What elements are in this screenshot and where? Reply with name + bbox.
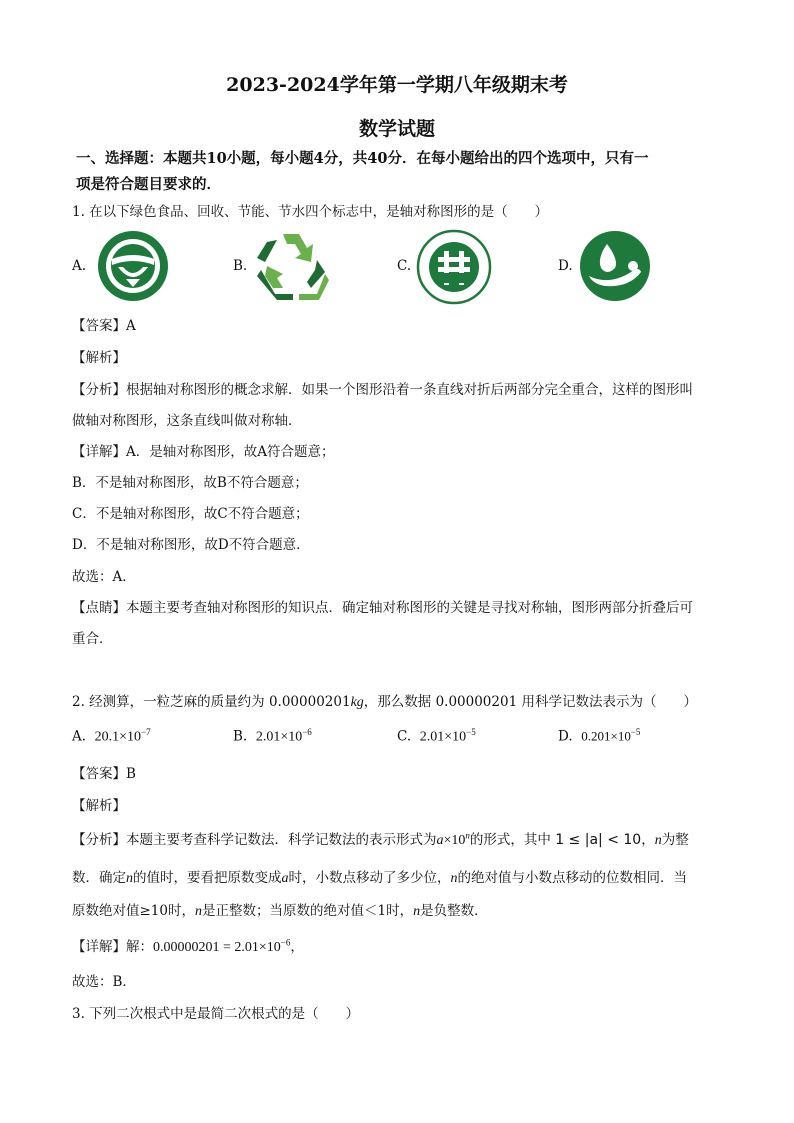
- section-heading-line2: 项是符合题目要求的．: [76, 176, 221, 193]
- q2-stem: [72, 690, 697, 711]
- q2-fenxi-text2c: 时，小数点移动了多少位，: [288, 870, 451, 886]
- q1-detail-line1: [72, 440, 335, 460]
- q1-dianjing-line1: [72, 596, 693, 616]
- q1-detail-tag: 【详解】: [72, 444, 126, 460]
- q2-fenxi-text2d: 的绝对值与小数点移动的位数相同．当: [457, 870, 687, 886]
- q1-fenxi-line1: [72, 378, 693, 398]
- q1-detail-line4: D．不是轴对称图形，故D不符合题意．: [72, 537, 310, 553]
- q2-fenxi-formula-x: ×10: [443, 833, 466, 848]
- green-food-logo-icon: [96, 229, 170, 303]
- q2-answer: [72, 762, 136, 782]
- q1-answer: [72, 314, 136, 334]
- q1-dianjing-tag: 【点睛】: [72, 600, 126, 616]
- q2-fenxi-text2a: 数．确定: [72, 870, 126, 886]
- q1-fenxi-text1: 根据轴对称图形的概念求解．如果一个图形沿着一条直线对折后两部分完全重合，这样的图形叫: [126, 382, 693, 398]
- q1-option-b-label: B.: [233, 258, 248, 274]
- q1-dianjing-text1: 本题主要考查轴对称图形的知识点．确定轴对称图形的关键是寻找对称轴，图形两部分折叠后可: [126, 600, 693, 616]
- q2-detail-math: 0.00000201 = 2.01×10: [153, 940, 281, 955]
- q1-choose: 故选：A．: [72, 569, 136, 585]
- q1-answer-tag: 【答案】: [72, 318, 126, 334]
- q2-fenxi-text1b: 的形式，其中: [469, 832, 551, 848]
- q2-option-c-exp: −5: [466, 727, 476, 737]
- q1-answer-value: A: [126, 318, 136, 334]
- section-heading-line1: 一、选择题：本题共10小题，每小题4分，共40分．在每小题给出的四个选项中，只有一: [76, 150, 649, 167]
- q2-answer-tag: 【答案】: [72, 766, 126, 782]
- q1-fenxi-tag: 【分析】: [72, 382, 126, 398]
- q1-detail-text1: A．是轴对称图形，故A符合题意；: [126, 444, 335, 460]
- q2-option-a-base: 20.1×10: [94, 729, 142, 745]
- recycle-logo-icon: [253, 230, 329, 302]
- q2-option-a-label: A.: [72, 728, 87, 745]
- q2-fenxi-text1c: ，: [641, 832, 655, 848]
- q1-stem: 1. 在以下绿色食品、回收、节能、节水四个标志中，是轴对称图形的是（ ）: [72, 204, 549, 220]
- q2-fenxi3-n2: n: [413, 904, 421, 919]
- q2-fenxi-line3: [72, 899, 488, 920]
- q2-option-c: [397, 727, 476, 746]
- q2-stem-pre: 2. 经测算，一粒芝麻的质量约为 0.00000201: [72, 694, 351, 710]
- q2-fenxi-text3c: 是负整数．: [420, 903, 488, 919]
- q2-fenxi2-n2: n: [450, 871, 458, 886]
- q1-detail-line3: C．不是轴对称图形，故C不符合题意；: [72, 506, 309, 522]
- q2-option-c-label: C.: [397, 728, 412, 745]
- water-saving-logo-icon: [579, 230, 651, 302]
- q2-option-a-exp: −7: [141, 727, 151, 737]
- q2-answer-value: B: [126, 766, 136, 782]
- q2-option-d-label: D.: [558, 728, 573, 745]
- q2-option-d-exp: −5: [630, 727, 641, 737]
- q2-option-b-exp: −6: [302, 727, 312, 737]
- q2-fenxi-n: n: [654, 833, 662, 848]
- q2-choose: 故选：B．: [72, 974, 136, 990]
- document-subtitle: 数学试题: [358, 118, 435, 140]
- q2-fenxi-line1: [72, 828, 689, 849]
- q2-detail-line: [72, 935, 304, 956]
- q2-option-d-base: 0.201×10: [581, 728, 631, 744]
- q1-option-a-label: A.: [72, 258, 87, 274]
- q2-fenxi-text2b: 的值时，要看把原数变成: [133, 870, 282, 886]
- q1-option-c-label: C.: [397, 258, 412, 274]
- q2-detail-pre: 解：: [126, 939, 153, 955]
- q1-option-d-label: D.: [558, 258, 573, 274]
- q2-fenxi-text3a: 原数绝对值≥10时，: [72, 903, 195, 919]
- q2-option-d: [558, 727, 640, 745]
- q2-detail-exp: −6: [280, 937, 291, 948]
- q2-option-b-label: B.: [233, 728, 248, 745]
- q2-fenxi-formula-n: n: [465, 830, 470, 841]
- q2-option-b-base: 2.01×10: [255, 729, 303, 745]
- q2-stem-unit: kg: [350, 695, 364, 710]
- q1-dianjing-line2: 重合．: [72, 631, 113, 647]
- q1-fenxi-line2: 做轴对称图形，这条直线叫做对称轴．: [72, 413, 302, 429]
- q2-fenxi-line2: [72, 866, 687, 887]
- q2-detail-tag: 【详解】: [72, 939, 126, 955]
- q2-fenxi-inequality: 1 ≤ |a| < 10: [555, 832, 642, 848]
- document-title: 2023-2024学年第一学期八年级期末考: [226, 74, 568, 96]
- q2-option-b: [233, 727, 312, 746]
- q3-stem: 3. 下列二次根式中是最简二次根式的是（ ）: [72, 1006, 360, 1022]
- q2-fenxi2-a: a: [281, 871, 289, 886]
- q2-detail-post: ，: [290, 939, 304, 955]
- q2-fenxi-text1d: 为整: [661, 832, 689, 848]
- q2-fenxi-text1a: 本题主要考查科学记数法．科学记数法的表示形式为: [126, 832, 437, 848]
- q2-option-c-base: 2.01×10: [419, 729, 467, 745]
- q2-stem-post: ，那么数据 0.00000201 用科学记数法表示为（ ）: [363, 694, 697, 710]
- q2-fenxi2-n: n: [126, 871, 133, 886]
- q1-analysis-tag: 【解析】: [72, 350, 126, 366]
- q2-fenxi-text3b: 是正整数；当原数的绝对值＜1时，: [202, 903, 414, 919]
- q2-fenxi-formula-a: a: [436, 833, 444, 848]
- q2-analysis-tag: 【解析】: [72, 798, 126, 814]
- energy-saving-logo-icon: [416, 229, 492, 305]
- q2-fenxi-tag: 【分析】: [72, 832, 126, 848]
- q2-fenxi3-n: n: [195, 904, 202, 919]
- q2-option-a: [72, 727, 151, 746]
- q1-detail-line2: B．不是轴对称图形，故B不符合题意；: [72, 475, 308, 491]
